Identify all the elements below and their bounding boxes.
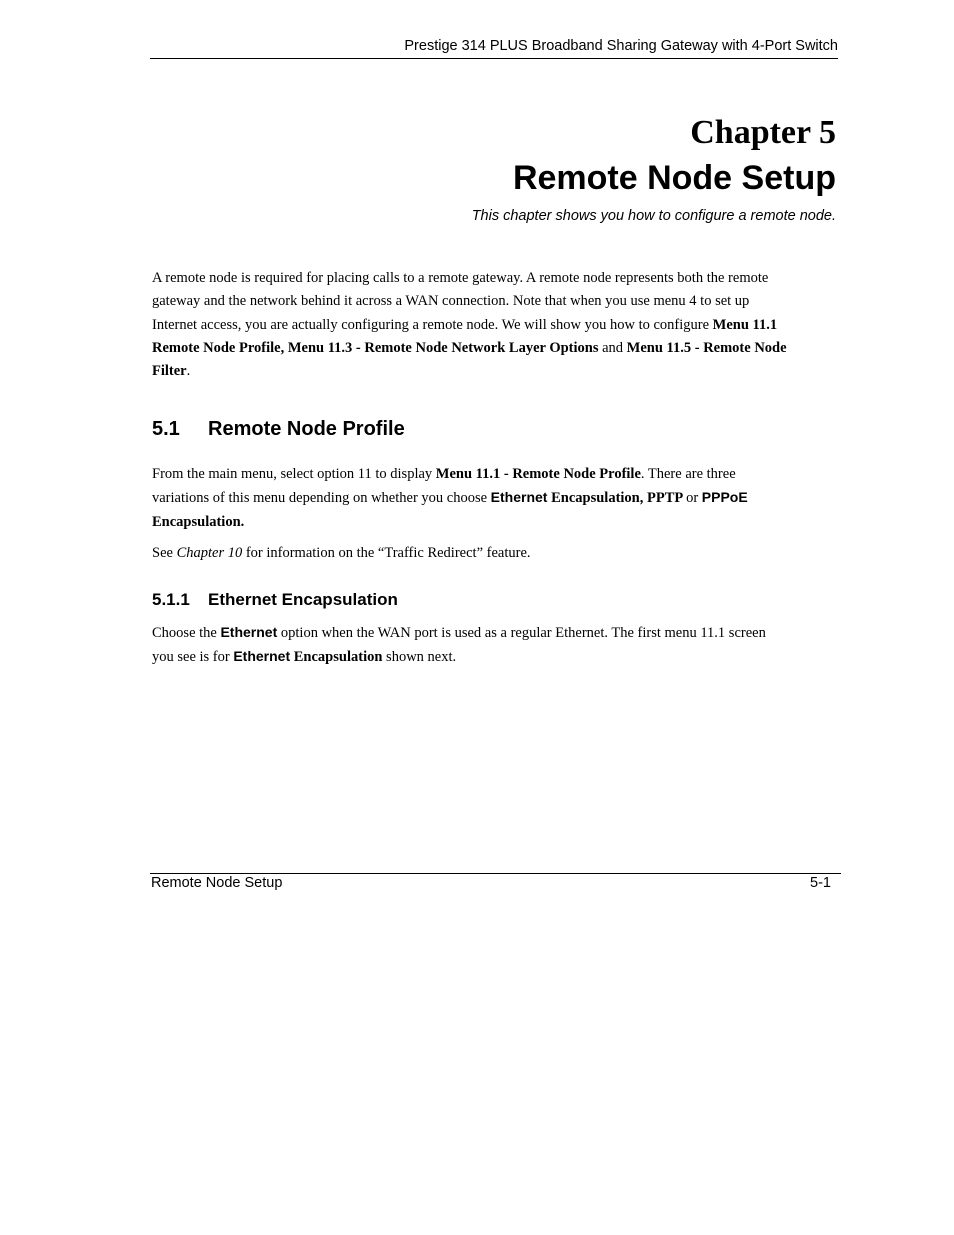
intro-line: A remote node is required for placing calls to a remote gateway. A remote node represents both the remote — [152, 270, 769, 286]
section-number: 5.1.1 — [152, 590, 190, 609]
intro-menu-ref: Menu 11.1 — [712, 316, 778, 333]
chapter-subtitle: This chapter shows you how to configure a remote node. — [471, 208, 836, 224]
ethernet-term: Ethernet — [220, 624, 278, 640]
section-5-1-paragraph — [152, 463, 842, 534]
section-5-1-see-also — [152, 542, 842, 565]
intro-menu-ref: Menu 11.5 - Remote Node — [626, 339, 787, 356]
footer-chapter-name: Remote Node Setup — [151, 875, 283, 891]
para-text: option when the WAN port is used as a regular Ethernet. The first menu 11.1 screen — [277, 625, 766, 641]
ethernet-term: Ethernet — [490, 489, 548, 506]
chapter-number: Chapter 5 — [690, 114, 836, 151]
para-text: for information on the “Traffic Redirect” feature. — [242, 545, 531, 561]
intro-line: Internet access, you are actually configuring a remote node. We will show you how to configure — [152, 316, 713, 333]
para-text: Choose the — [152, 625, 221, 641]
para-text: See — [152, 545, 177, 561]
chapter-reference: Chapter 10 — [176, 545, 243, 561]
pppoe-term: PPPoE — [701, 489, 748, 506]
section-number: 5.1 — [152, 418, 180, 440]
section-5-1-1-paragraph — [152, 621, 842, 670]
intro-menu-ref: Remote Node Profile, Menu 11.3 - Remote Node Network Layer Options — [152, 339, 599, 356]
section-title: Remote Node Profile — [208, 418, 405, 440]
encapsulation-term: Encapsulation — [290, 649, 383, 666]
footer-page-number: 5-1 — [810, 875, 831, 891]
para-text: you see is for — [152, 649, 234, 666]
para-text: or — [686, 490, 702, 507]
section-heading-5-1 — [152, 418, 405, 441]
running-header: Prestige 314 PLUS Broadband Sharing Gateway with 4-Port Switch — [404, 38, 838, 54]
para-text: From the main menu, select option 11 to display — [152, 466, 436, 482]
para-text: . There are three — [640, 466, 736, 482]
ethernet-term: Ethernet — [233, 648, 291, 665]
intro-menu-ref: Filter — [152, 363, 187, 380]
intro-text: . — [186, 363, 191, 380]
intro-line: gateway and the network behind it across a WAN connection. Note that when you use menu 4 to set up — [152, 293, 750, 310]
section-heading-5-1-1 — [152, 590, 398, 610]
header-rule — [150, 58, 838, 59]
menu-ref: Menu 11.1 - Remote Node Profile — [435, 466, 641, 482]
encapsulation-term: Encapsulation. — [152, 513, 245, 530]
para-text: shown next. — [382, 649, 457, 666]
intro-text: and — [598, 339, 627, 356]
encapsulation-term: Encapsulation, PPTP — [547, 490, 687, 507]
intro-paragraph — [152, 267, 842, 383]
section-title: Ethernet Encapsulation — [208, 590, 398, 609]
footer-rule — [150, 873, 841, 874]
para-text: variations of this menu depending on whether you choose — [152, 490, 491, 507]
chapter-title: Remote Node Setup — [512, 159, 836, 197]
